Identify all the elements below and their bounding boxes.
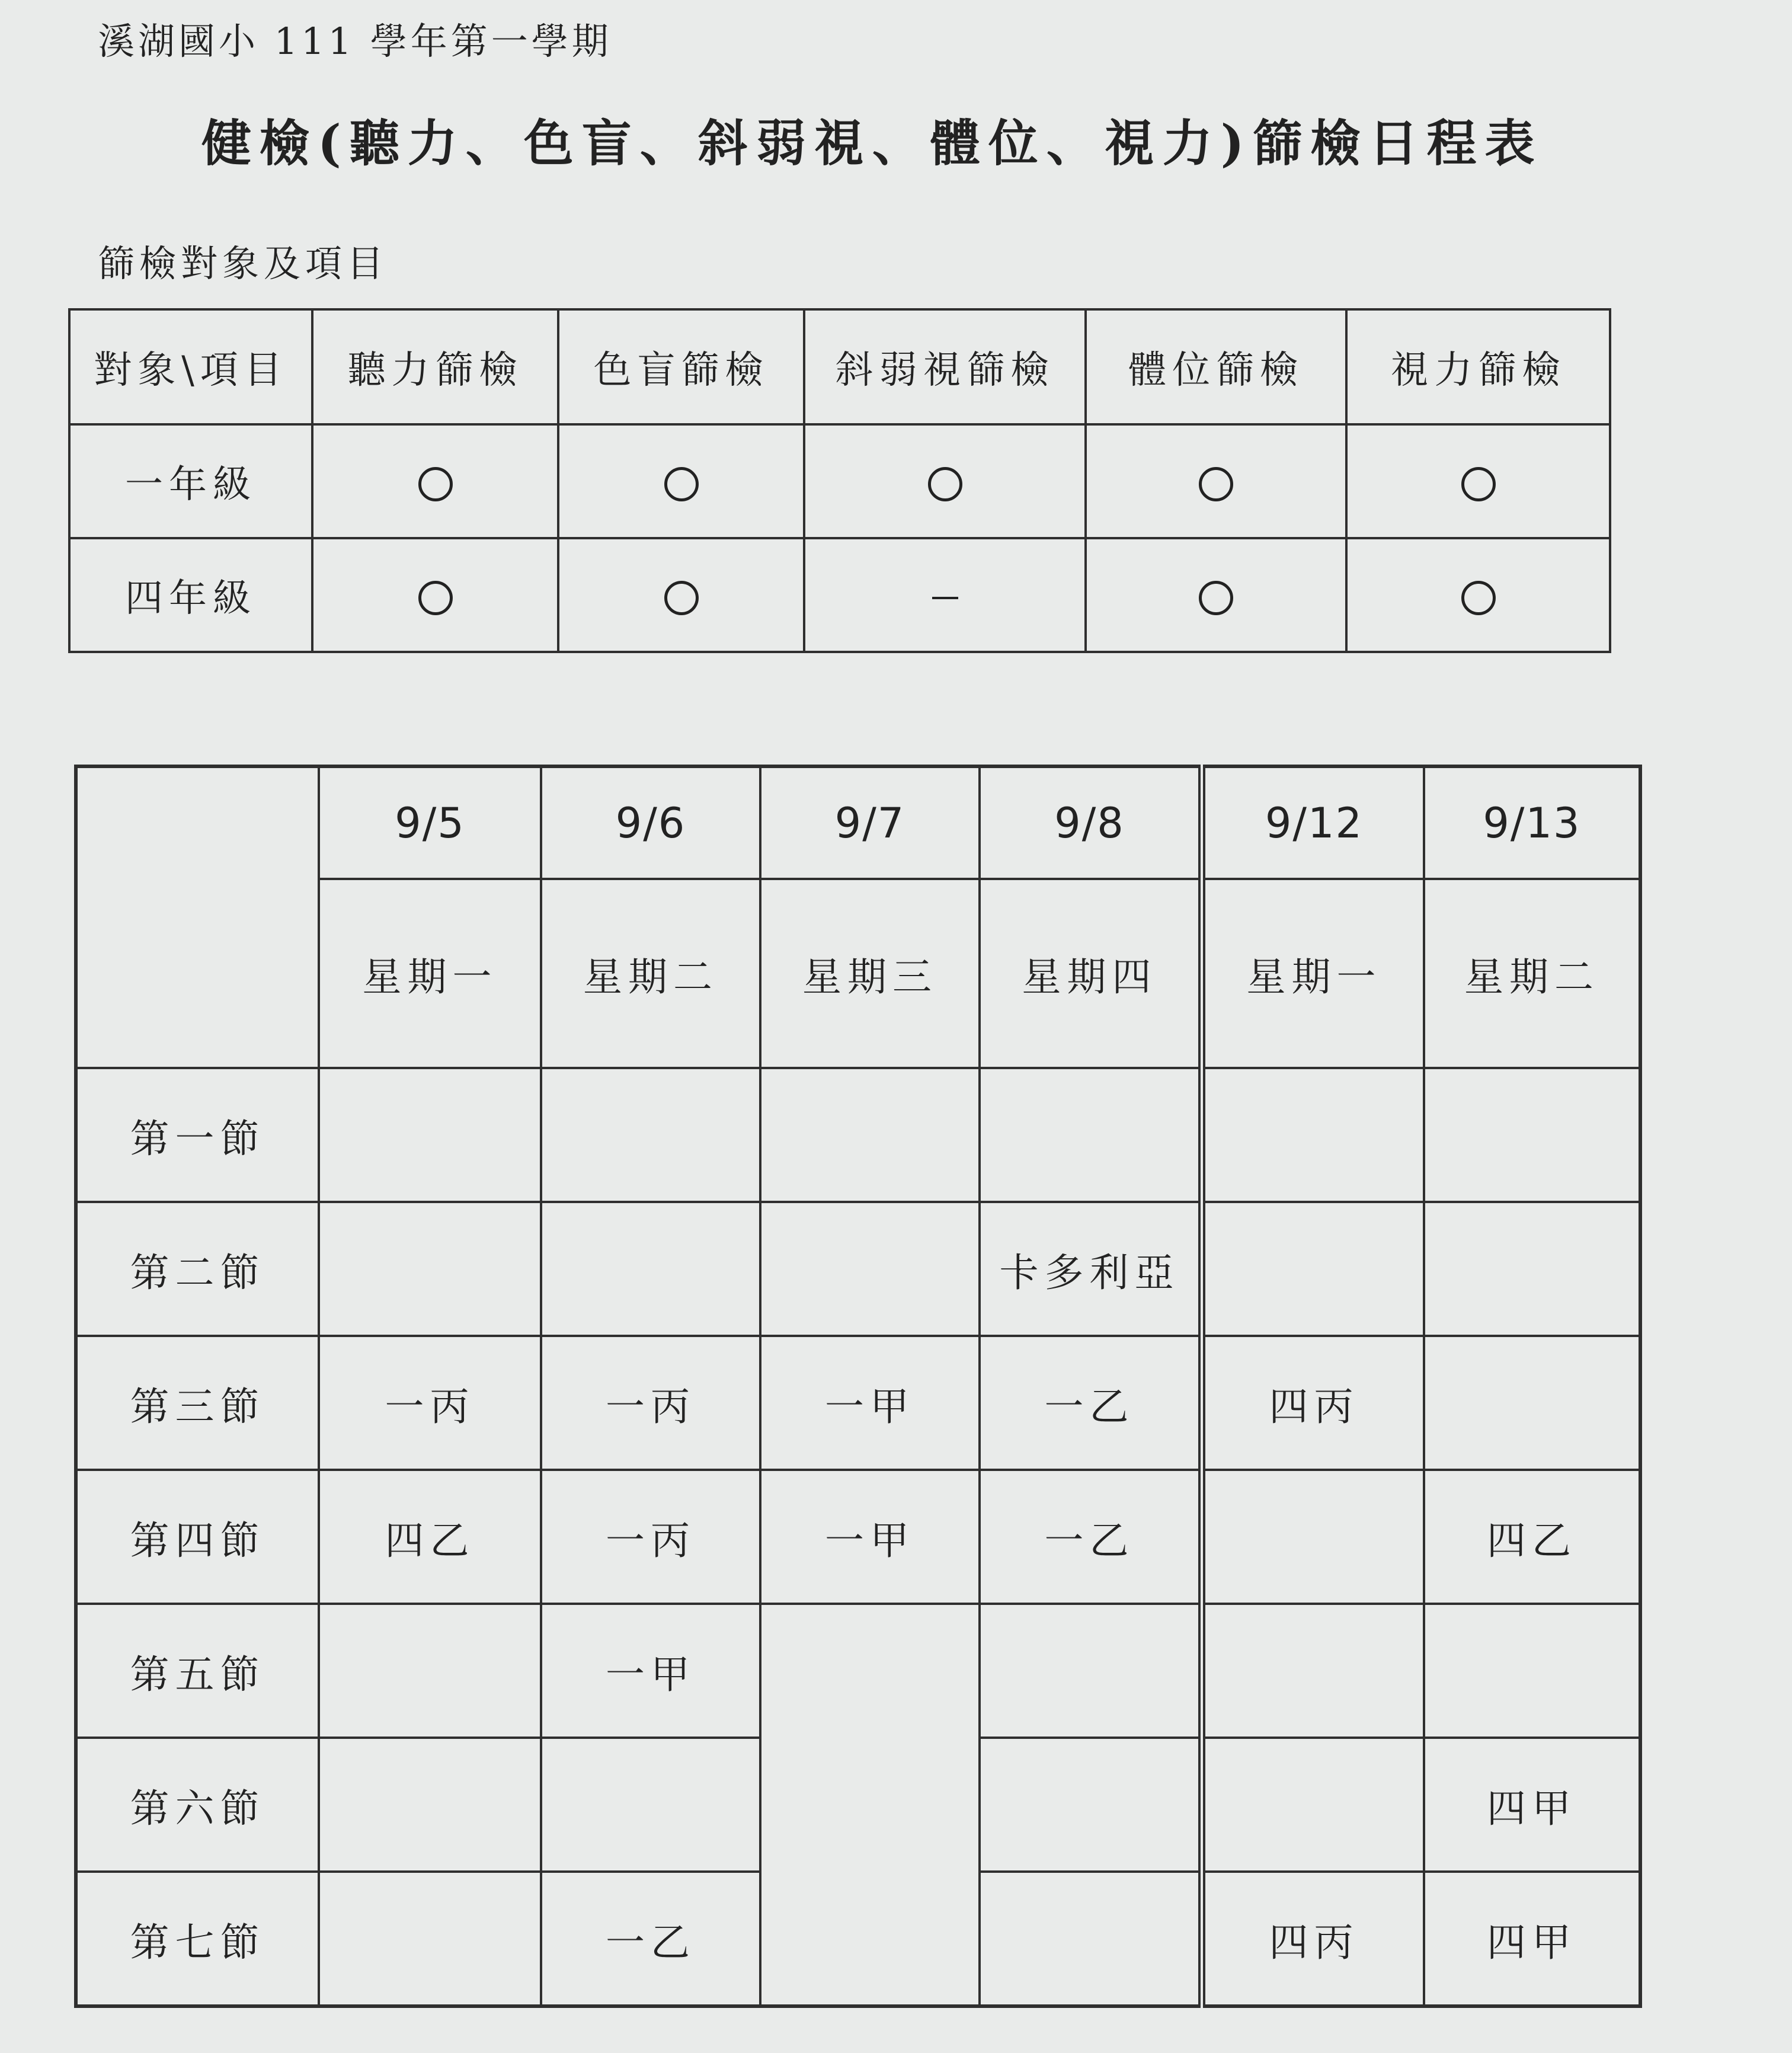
period-label: 第七節 bbox=[76, 1872, 319, 2006]
weekday-header: 星期一 bbox=[1202, 879, 1424, 1068]
schedule-cell bbox=[319, 1068, 541, 1202]
schedule-table bbox=[74, 765, 1642, 2008]
period-label: 第一節 bbox=[76, 1068, 319, 1202]
circle-mark-icon bbox=[418, 467, 453, 501]
schedule-cell: 一乙 bbox=[980, 1336, 1202, 1470]
circle-mark-icon bbox=[418, 581, 453, 615]
schedule-cell bbox=[1202, 1202, 1424, 1336]
items-row-grade4 bbox=[69, 538, 1610, 652]
schedule-cell bbox=[541, 1202, 760, 1336]
period-row-4 bbox=[76, 1470, 1640, 1604]
schedule-corner-cell bbox=[76, 766, 319, 1068]
mark-cell bbox=[312, 424, 558, 538]
schedule-cell bbox=[1202, 1068, 1424, 1202]
weekday-header: 星期三 bbox=[760, 879, 980, 1068]
schedule-cell bbox=[319, 1872, 541, 2006]
schedule-cell bbox=[980, 1872, 1202, 2006]
schedule-cell: 一丙 bbox=[319, 1336, 541, 1470]
schedule-cell: 四丙 bbox=[1202, 1336, 1424, 1470]
schedule-cell: 一甲 bbox=[760, 1336, 980, 1470]
schedule-cell: 四甲 bbox=[1424, 1872, 1640, 2006]
weekday-header: 星期四 bbox=[980, 879, 1202, 1068]
mark-cell bbox=[1346, 424, 1610, 538]
circle-mark-icon bbox=[1199, 581, 1233, 615]
schedule-cell: 一丙 bbox=[541, 1336, 760, 1470]
period-label: 第三節 bbox=[76, 1336, 319, 1470]
schedule-merged-cell bbox=[760, 1604, 980, 2006]
items-row-label: 四年級 bbox=[69, 538, 312, 652]
items-row-label: 一年級 bbox=[69, 424, 312, 538]
schedule-cell bbox=[541, 1738, 760, 1872]
schedule-cell bbox=[1424, 1202, 1640, 1336]
mark-cell bbox=[558, 424, 804, 538]
mark-cell bbox=[804, 424, 1086, 538]
schedule-cell bbox=[980, 1738, 1202, 1872]
circle-mark-icon bbox=[664, 581, 699, 615]
schedule-cell: 一乙 bbox=[980, 1470, 1202, 1604]
school-semester-label: 溪湖國小 111 學年第一學期 bbox=[98, 20, 612, 63]
schedule-cell: 四乙 bbox=[1424, 1470, 1640, 1604]
weekday-header: 星期二 bbox=[541, 879, 760, 1068]
schedule-cell bbox=[319, 1604, 541, 1738]
date-header: 9/8 bbox=[980, 766, 1202, 879]
date-header: 9/6 bbox=[541, 766, 760, 879]
schedule-cell bbox=[541, 1068, 760, 1202]
period-label: 第五節 bbox=[76, 1604, 319, 1738]
schedule-cell bbox=[980, 1068, 1202, 1202]
period-row-1 bbox=[76, 1068, 1640, 1202]
period-label: 第二節 bbox=[76, 1202, 319, 1336]
section-subtitle: 篩檢對象及項目 bbox=[98, 242, 389, 285]
screening-items-table bbox=[68, 308, 1611, 653]
mark-cell bbox=[312, 538, 558, 652]
weekday-header: 星期一 bbox=[319, 879, 541, 1068]
schedule-cell: 四丙 bbox=[1202, 1872, 1424, 2006]
period-row-5 bbox=[76, 1604, 1640, 1738]
weekday-header: 星期二 bbox=[1424, 879, 1640, 1068]
schedule-cell: 一甲 bbox=[541, 1604, 760, 1738]
schedule-cell: 四甲 bbox=[1424, 1738, 1640, 1872]
schedule-cell bbox=[1202, 1470, 1424, 1604]
schedule-cell: 四乙 bbox=[319, 1470, 541, 1604]
schedule-cell bbox=[1424, 1336, 1640, 1470]
date-header: 9/7 bbox=[760, 766, 980, 879]
circle-mark-icon bbox=[1461, 467, 1496, 501]
schedule-cell bbox=[980, 1604, 1202, 1738]
schedule-cell: 一乙 bbox=[541, 1872, 760, 2006]
circle-mark-icon bbox=[1199, 467, 1233, 501]
period-row-2 bbox=[76, 1202, 1640, 1336]
document-title: 健檢(聽力、色盲、斜弱視、體位、視力)篩檢日程表 bbox=[201, 114, 1543, 172]
period-label: 第四節 bbox=[76, 1470, 319, 1604]
circle-mark-icon bbox=[1461, 581, 1496, 615]
period-label: 第六節 bbox=[76, 1738, 319, 1872]
schedule-cell bbox=[760, 1202, 980, 1336]
schedule-cell bbox=[760, 1068, 980, 1202]
date-header: 9/13 bbox=[1424, 766, 1640, 879]
date-header: 9/12 bbox=[1202, 766, 1424, 879]
items-corner-cell: 對象\項目 bbox=[69, 309, 312, 424]
items-header-row bbox=[69, 309, 1610, 424]
date-header: 9/5 bbox=[319, 766, 541, 879]
schedule-cell: 一丙 bbox=[541, 1470, 760, 1604]
mark-cell bbox=[1086, 538, 1346, 652]
items-column-header: 視力篩檢 bbox=[1346, 309, 1610, 424]
circle-mark-icon bbox=[664, 467, 699, 501]
items-row-grade1 bbox=[69, 424, 1610, 538]
items-column-header: 斜弱視篩檢 bbox=[804, 309, 1086, 424]
period-row-3 bbox=[76, 1336, 1640, 1470]
schedule-date-row bbox=[76, 766, 1640, 879]
items-column-header: 色盲篩檢 bbox=[558, 309, 804, 424]
schedule-cell bbox=[1424, 1068, 1640, 1202]
mark-cell bbox=[558, 538, 804, 652]
items-column-header: 體位篩檢 bbox=[1086, 309, 1346, 424]
schedule-cell: 一甲 bbox=[760, 1470, 980, 1604]
schedule-cell bbox=[1202, 1738, 1424, 1872]
circle-mark-icon bbox=[928, 467, 962, 501]
mark-cell bbox=[1086, 424, 1346, 538]
dash-mark-icon bbox=[932, 597, 958, 599]
schedule-cell: 卡多利亞 bbox=[980, 1202, 1202, 1336]
items-column-header: 聽力篩檢 bbox=[312, 309, 558, 424]
schedule-cell bbox=[319, 1738, 541, 1872]
schedule-cell bbox=[1202, 1604, 1424, 1738]
schedule-cell bbox=[1424, 1604, 1640, 1738]
mark-cell bbox=[1346, 538, 1610, 652]
mark-cell bbox=[804, 538, 1086, 652]
schedule-cell bbox=[319, 1202, 541, 1336]
